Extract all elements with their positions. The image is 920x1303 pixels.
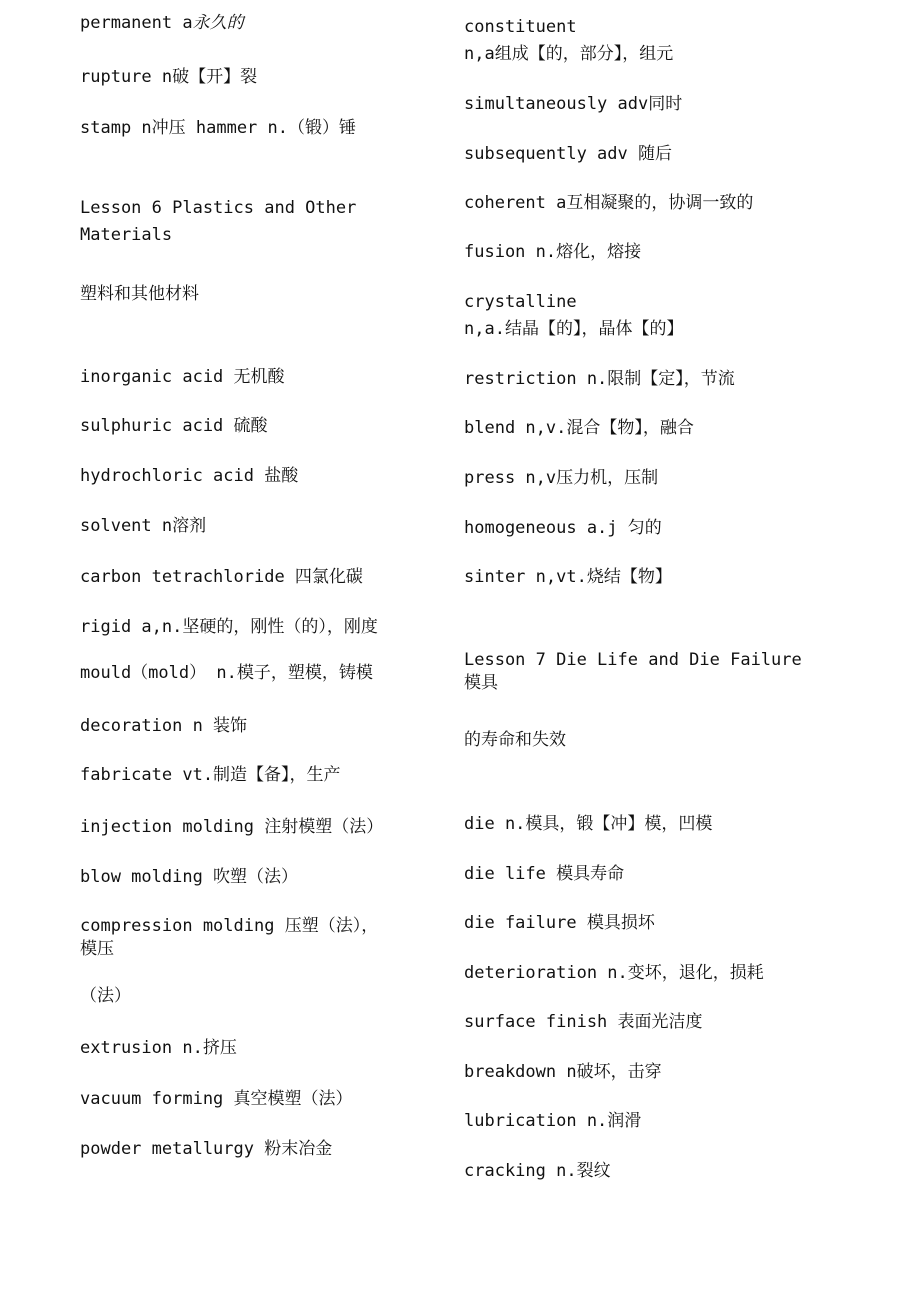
lesson-6-title-line2: Materials (80, 225, 173, 245)
vocab-entry-hydrochloric-acid: hydrochloric acid 盐酸 (80, 466, 299, 486)
vocab-entry-powder-metallurgy: powder metallurgy 粉末冶金 (80, 1139, 333, 1159)
vocab-entry-permanent (80, 12, 244, 35)
vocab-entry-surface-finish: surface finish 表面光洁度 (464, 1012, 703, 1032)
vocab-entry-inorganic-acid: inorganic acid 无机酸 (80, 367, 285, 387)
vocab-entry-simultaneously: simultaneously adv同时 (464, 94, 683, 114)
vocab-entry-stamp: stamp n冲压 hammer n.（锻）锤 (80, 118, 356, 138)
vocab-entry-die: die n.模具，锻【冲】模，凹模 (464, 814, 713, 834)
vocab-entry-blend: blend n,v.混合【物】，融合 (464, 418, 694, 438)
vocab-entry-coherent: coherent a互相凝聚的，协调一致的 (464, 193, 754, 213)
vocab-entry-fusion: fusion n.熔化，熔接 (464, 242, 642, 262)
vocab-entry-cracking: cracking n.裂纹 (464, 1161, 611, 1181)
vocab-entry-deterioration: deterioration n.变坏，退化，损耗 (464, 963, 764, 983)
vocab-entry-extrusion: extrusion n.挤压 (80, 1038, 237, 1058)
lesson-7-title-line1: Lesson 7 Die Life and Die Failure (464, 650, 802, 670)
vocab-entry-sulphuric-acid: sulphuric acid 硫酸 (80, 416, 268, 436)
vocab-entry-crystalline-line2: n,a.结晶【的】，晶体【的】 (464, 319, 684, 339)
vocab-entry-decoration: decoration n 装饰 (80, 716, 248, 736)
vocab-entry-rigid: rigid a,n.坚硬的，刚性（的），刚度 (80, 617, 378, 637)
vocab-entry-die-failure: die failure 模具损坏 (464, 913, 655, 933)
vocab-entry-subsequently: subsequently adv 随后 (464, 144, 672, 164)
lesson-6-title-line1: Lesson 6 Plastics and Other (80, 198, 357, 218)
vocab-entry-rupture: rupture n破【开】裂 (80, 67, 258, 87)
vocab-entry-constituent-line2: n,a组成【的，部分】，组元 (464, 44, 674, 64)
vocab-entry-compression-molding-line3: （法） (80, 986, 131, 1006)
lesson-6-subtitle: 塑料和其他材料 (80, 284, 199, 304)
vocab-entry-injection-molding: injection molding 注射模塑（法） (80, 817, 384, 837)
vocab-entry-blow-molding: blow molding 吹塑（法） (80, 867, 299, 887)
vocab-entry-carbon-tetrachloride: carbon tetrachloride 四氯化碳 (80, 567, 363, 587)
vocab-entry-fabricate: fabricate vt.制造【备】，生产 (80, 765, 341, 785)
vocab-entry-constituent-line1: constituent (464, 17, 577, 37)
lesson-7-subtitle: 的寿命和失效 (464, 730, 566, 750)
entry-chinese: 永久的 (192, 13, 244, 33)
vocab-entry-compression-molding-line1: compression molding 压塑（法）， (80, 916, 379, 936)
vocab-entry-sinter: sinter n,vt.烧结【物】 (464, 567, 672, 587)
vocab-entry-lubrication: lubrication n.润滑 (464, 1111, 642, 1131)
vocab-entry-solvent: solvent n溶剂 (80, 516, 207, 536)
lesson-7-title-line2: 模具 (464, 673, 498, 693)
vocab-entry-homogeneous: homogeneous a.j 匀的 (464, 518, 662, 538)
vocab-entry-breakdown: breakdown n破坏，击穿 (464, 1062, 662, 1082)
vocab-entry-mould: mould（mold） n.模子，塑模，铸模 (80, 663, 373, 683)
vocab-entry-restriction: restriction n.限制【定】，节流 (464, 369, 735, 389)
vocab-entry-vacuum-forming: vacuum forming 真空模塑（法） (80, 1089, 353, 1109)
vocab-entry-press: press n,v压力机，压制 (464, 468, 659, 488)
vocab-entry-crystalline-line1: crystalline (464, 292, 577, 312)
entry-english: permanent a (80, 13, 193, 33)
vocab-entry-die-life: die life 模具寿命 (464, 864, 625, 884)
vocab-entry-compression-molding-line2: 模压 (80, 939, 114, 959)
